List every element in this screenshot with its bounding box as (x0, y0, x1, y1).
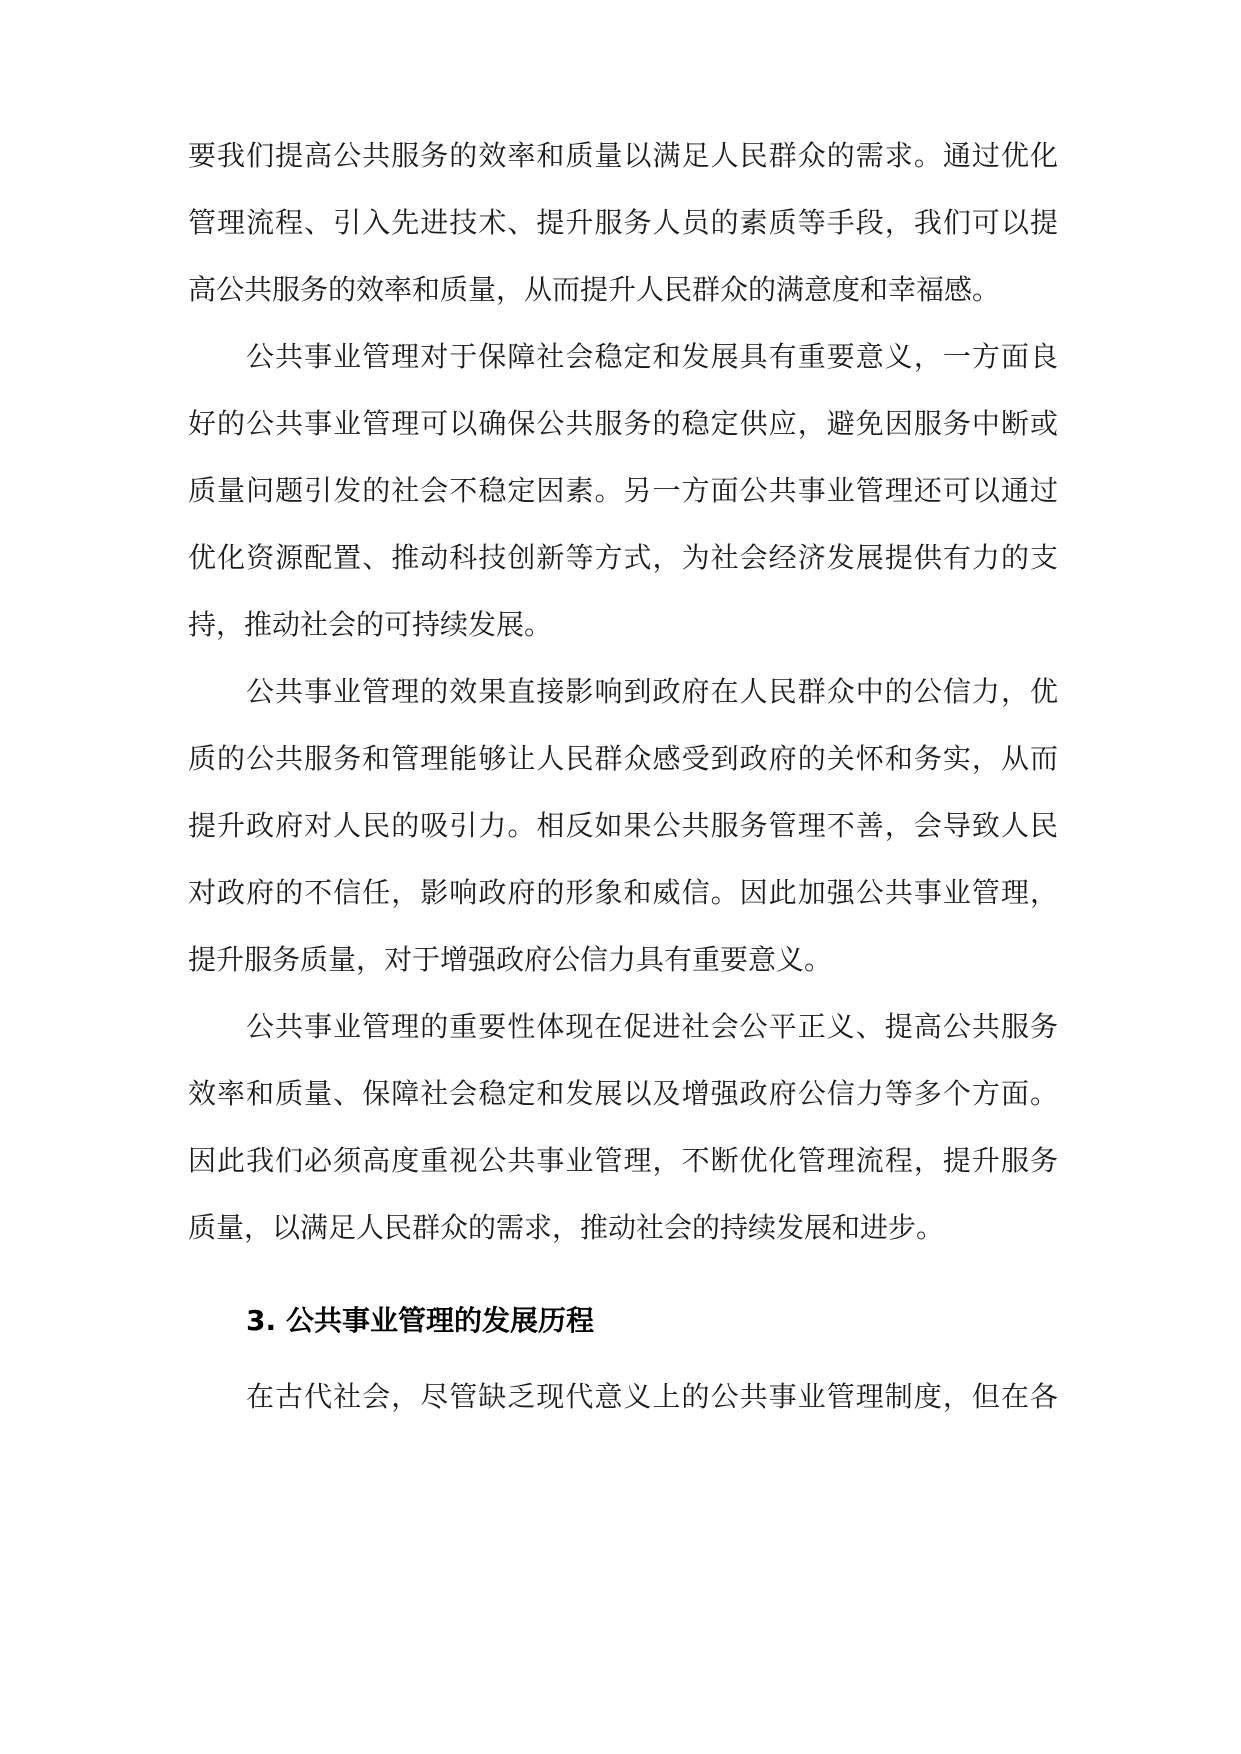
paragraph-4-line-4: 质量，以满足人民群众的需求，推动社会的持续发展和进步。 (188, 1211, 945, 1244)
paragraph-2-line-2: 好的公共事业管理可以确保公共服务的稳定供应，避免因服务中断或 (188, 407, 1058, 440)
paragraph-1-line-3: 高公共服务的效率和质量，从而提升人民群众的满意度和幸福感。 (188, 273, 1001, 306)
paragraph-4-line-2: 效率和质量、保障社会稳定和发展以及增强政府公信力等多个方面。 (188, 1077, 1058, 1110)
paragraph-2-line-3: 质量问题引发的社会不稳定因素。另一方面公共事业管理还可以通过 (188, 474, 1058, 507)
section-title: 公共事业管理的发展历程 (286, 1304, 595, 1337)
paragraph-4-line-3: 因此我们必须高度重视公共事业管理，不断优化管理流程，提升服务 (188, 1144, 1058, 1177)
paragraph-3-line-1: 公共事业管理的效果直接影响到政府在人民群众中的公信力，优 (246, 675, 1058, 708)
paragraph-3-line-2: 质的公共服务和管理能够让人民群众感受到政府的关怀和务实，从而 (188, 742, 1058, 775)
paragraph-1-line-2: 管理流程、引入先进技术、提升服务人员的素质等手段，我们可以提 (188, 206, 1058, 239)
paragraph-2-line-1: 公共事业管理对于保障社会稳定和发展具有重要意义，一方面良 (246, 340, 1058, 373)
section-heading (246, 1301, 594, 1341)
paragraph-3-line-5: 提升服务质量，对于增强政府公信力具有重要意义。 (188, 943, 833, 976)
paragraph-3-line-3: 提升政府对人民的吸引力。相反如果公共服务管理不善，会导致人民 (188, 809, 1058, 842)
paragraph-4-line-1: 公共事业管理的重要性体现在促进社会公平正义、提高公共服务 (246, 1010, 1058, 1043)
section-paragraph-line-1: 在古代社会，尽管缺乏现代意义上的公共事业管理制度，但在各 (246, 1380, 1058, 1413)
paragraph-3-line-4: 对政府的不信任，影响政府的形象和威信。因此加强公共事业管理， (188, 876, 1058, 909)
paragraph-1-line-1: 要我们提高公共服务的效率和质量以满足人民群众的需求。通过优化 (188, 139, 1058, 172)
paragraph-2-line-4: 优化资源配置、推动科技创新等方式，为社会经济发展提供有力的支 (188, 541, 1058, 574)
paragraph-2-line-5: 持，推动社会的可持续发展。 (188, 608, 553, 641)
section-number: 3. (246, 1304, 277, 1337)
